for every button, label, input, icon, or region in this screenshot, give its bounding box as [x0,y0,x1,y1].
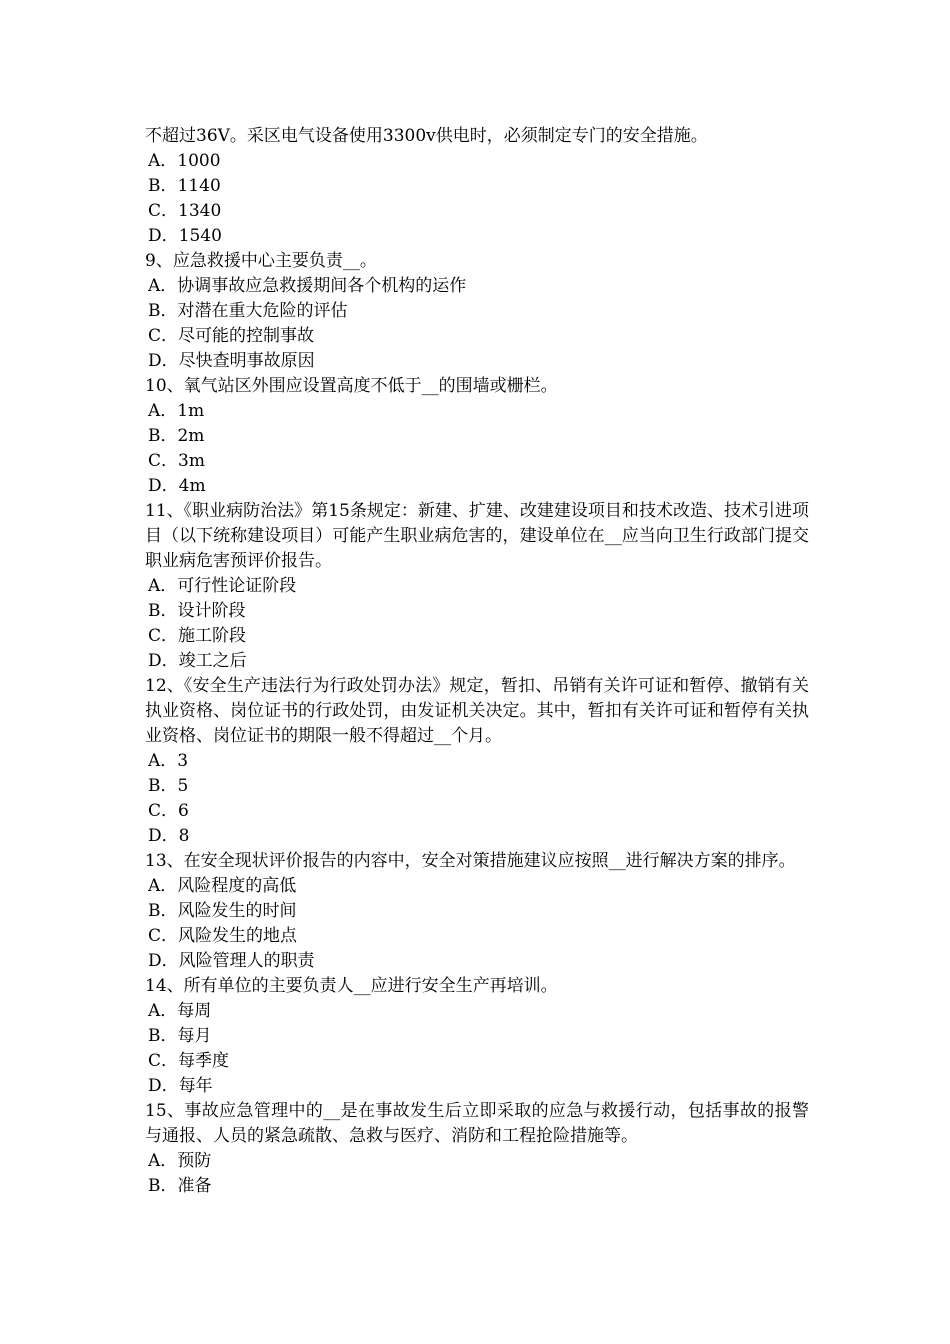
option-d: D．尽快查明事故原因 [148,351,315,371]
option-a: A．可行性论证阶段 [148,576,297,596]
option-c: C．每季度 [148,1051,230,1071]
intro-option-b: B．1140 [148,176,221,196]
option-a: A．每周 [148,1001,212,1021]
intro-option-c: C．1340 [148,201,222,221]
option-c: C．施工阶段 [148,626,247,646]
option-d: D．风险管理人的职责 [148,951,315,971]
option-a: A．风险程度的高低 [148,876,297,896]
option-b: B．2m [148,426,205,446]
option-a: A．3 [148,751,189,771]
option-d: D．竣工之后 [148,651,247,671]
option-c: C．6 [148,801,189,821]
question-10 [145,374,809,499]
option-d: D．4m [148,476,206,496]
option-c: C．3m [148,451,205,471]
option-b: B．每月 [148,1026,212,1046]
question-stem: 15、事故应急管理中的__是在事故发生后立即采取的应急与救援行动，包括事故的报警与通报、人员的紧急疏散、急救与医疗、消防和工程抢险措施等。 [145,1101,809,1146]
question-9 [145,249,809,374]
option-c: C．尽可能的控制事故 [148,326,315,346]
question-stem: 11、《职业病防治法》第15条规定：新建、扩建、改建建设项目和技术改造、技术引进项目（以下统称建设项目）可能产生职业病危害的，建设单位在__应当向卫生行政部门提交职业病危害预评价报告。 [145,501,809,571]
question-12 [145,674,809,849]
question-13 [145,849,809,974]
intro-line: 不超过36V。采区电气设备使用3300v供电时，必须制定专门的安全措施。 [145,126,708,146]
question-stem: 12、《安全生产违法行为行政处罚办法》规定，暂扣、吊销有关许可证和暂停、撤销有关执业资格、岗位证书的行政处罚，由发证机关决定。其中，暂扣有关许可证和暂停有关执业资格、岗位证书的期限一般不得超过__个月。 [145,676,809,746]
option-a: A．预防 [148,1151,212,1171]
intro-option-a: A．1000 [148,151,221,171]
option-a: A．1m [148,401,205,421]
question-stem: 13、在安全现状评价报告的内容中，安全对策措施建议应按照__进行解决方案的排序。 [145,851,796,871]
intro-option-d: D．1540 [148,226,222,246]
option-b: B．对潜在重大危险的评估 [148,301,348,321]
question-15 [145,1099,809,1199]
question-stem: 10、氧气站区外围应设置高度不低于__的围墙或栅栏。 [145,376,558,396]
option-c: C．风险发生的地点 [148,926,298,946]
question-stem: 9、应急救援中心主要负责__。 [145,251,377,271]
question-11 [145,499,809,674]
option-b: B．设计阶段 [148,601,246,621]
option-d: D．8 [148,826,190,846]
option-b: B．准备 [148,1176,212,1196]
option-b: B．5 [148,776,189,796]
option-b: B．风险发生的时间 [148,901,297,921]
option-a: A．协调事故应急救援期间各个机构的运作 [148,276,467,296]
question-14 [145,974,809,1099]
question-stem: 14、所有单位的主要负责人__应进行安全生产再培训。 [145,976,558,996]
option-d: D．每年 [148,1076,213,1096]
document-page [145,124,809,1199]
